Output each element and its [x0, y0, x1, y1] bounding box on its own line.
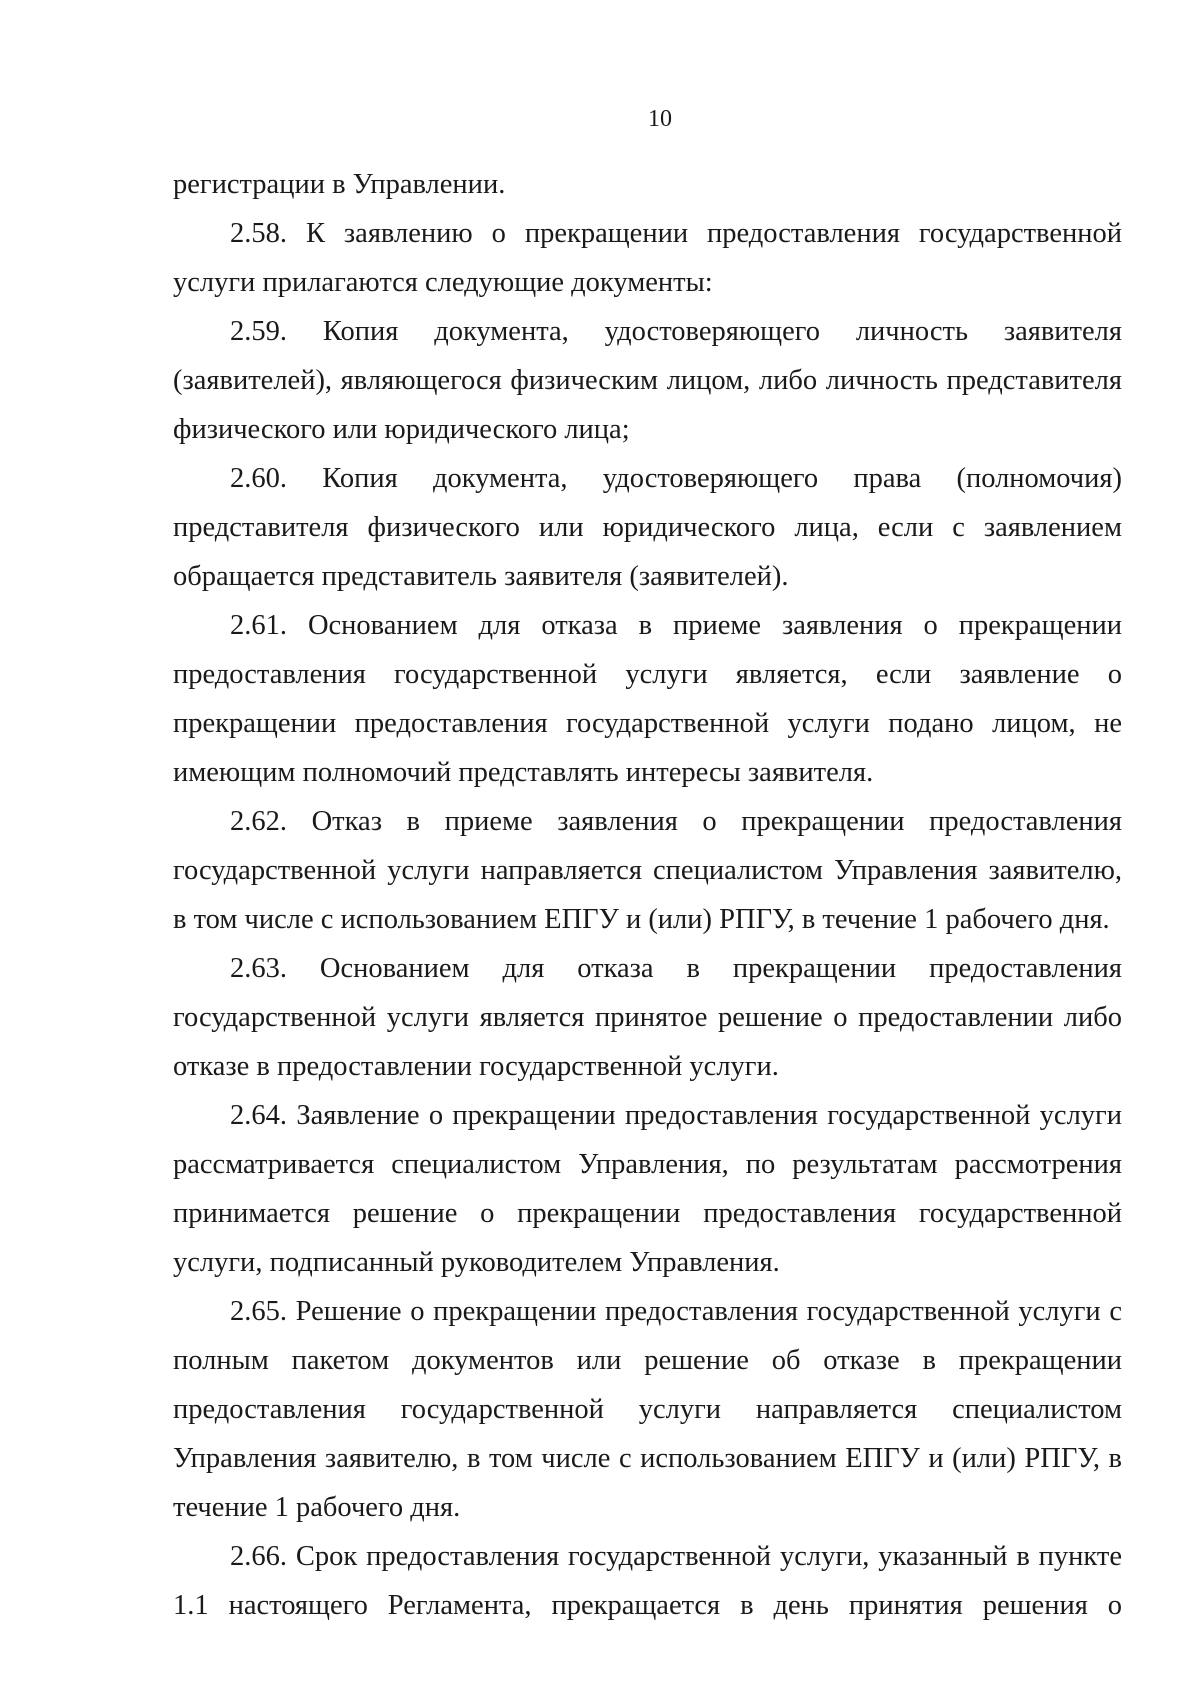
- paragraph-continuation: регистрации в Управлении.: [173, 169, 506, 200]
- paragraph-2-62: 2.62. Отказ в приеме заявления о прекращении предоставления государственной услуги направляется специалистом Управления заявителю, в том числе с использованием ЕПГУ и (или) РПГУ, в течение 1 рабочего дня.: [173, 806, 1122, 935]
- paragraph-2-60: 2.60. Копия документа, удостоверяющего права (полномочия) представителя физического или юридического лица, если с заявлением обращается представитель заявителя (заявителей).: [173, 463, 1122, 592]
- page-number: 10: [648, 106, 672, 132]
- paragraph-2-58: 2.58. К заявлению о прекращении предоставления государственной услуги прилагаются следующие документы:: [173, 218, 1122, 298]
- paragraph-2-65: 2.65. Решение о прекращении предоставления государственной услуги с полным пакетом документов или решение об отказе в прекращении предоставления государственной услуги направляется специалистом Управления заявителю, в том числе с использованием ЕПГУ и (или) РПГУ, в течение 1 рабочего дня.: [173, 1296, 1122, 1523]
- document-body: [173, 160, 1122, 1630]
- paragraph-2-59: 2.59. Копия документа, удостоверяющего личность заявителя (заявителей), являющегося физическим лицом, либо личность представителя физического или юридического лица;: [173, 316, 1122, 445]
- paragraph-2-66: 2.66. Срок предоставления государственной услуги, указанный в пункте 1.1 настоящего Регламента, прекращается в день принятия решения о: [173, 1541, 1122, 1621]
- paragraph-2-61: 2.61. Основанием для отказа в приеме заявления о прекращении предоставления государственной услуги является, если заявление о прекращении предоставления государственной услуги подано лицом, не имеющим полномочий представлять интересы заявителя.: [173, 610, 1122, 788]
- paragraph-2-64: 2.64. Заявление о прекращении предоставления государственной услуги рассматривается специалистом Управления, по результатам рассмотрения принимается решение о прекращении предоставления государственной услуги, подписанный руководителем Управления.: [173, 1100, 1122, 1278]
- paragraph-2-63: 2.63. Основанием для отказа в прекращении предоставления государственной услуги является принятое решение о предоставлении либо отказе в предоставлении государственной услуги.: [173, 953, 1122, 1082]
